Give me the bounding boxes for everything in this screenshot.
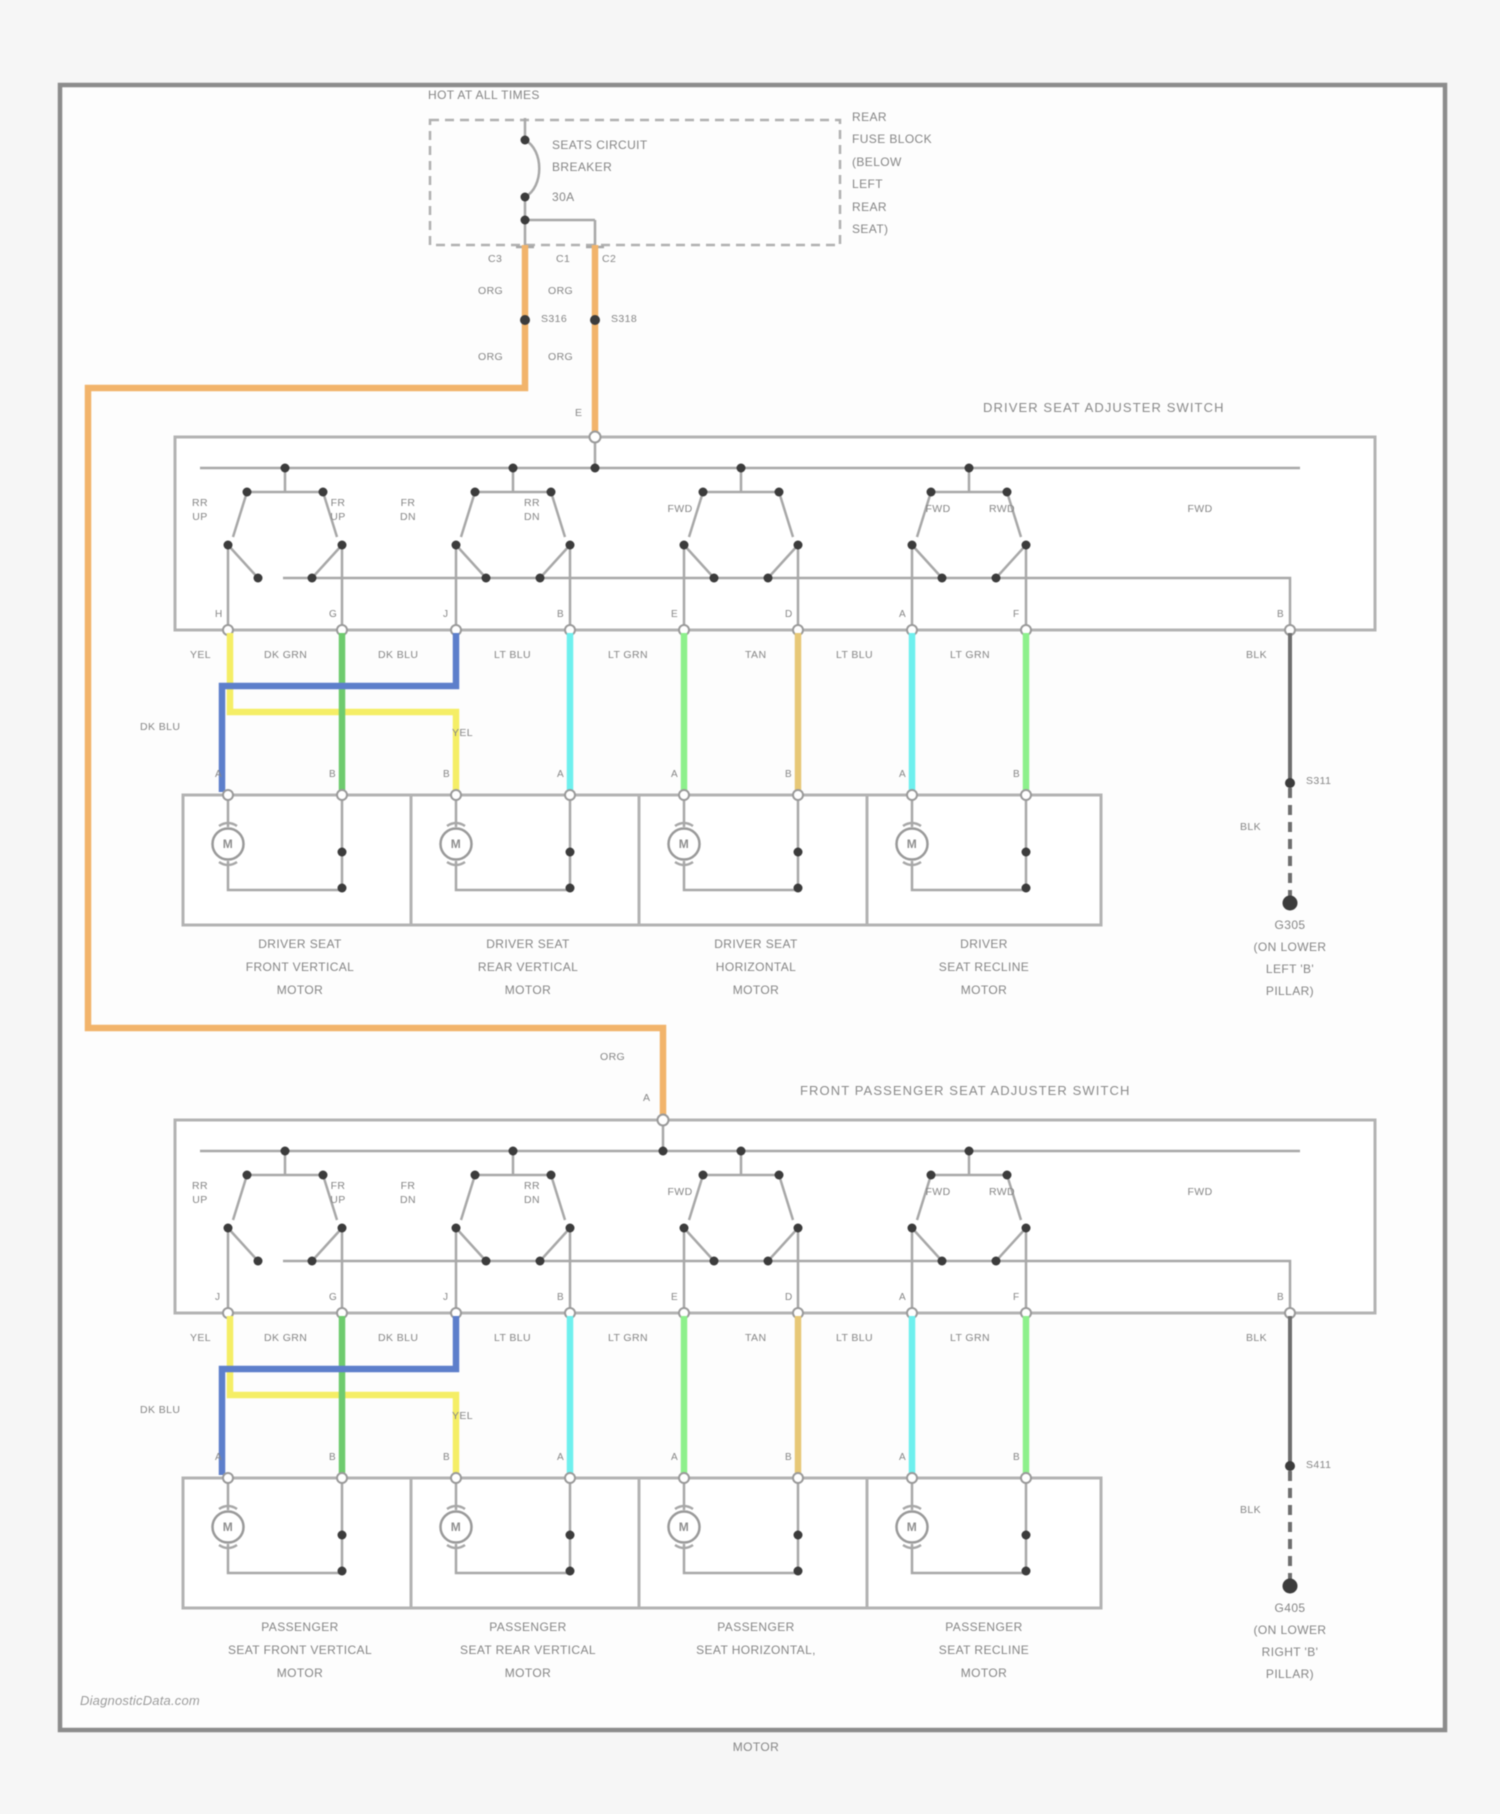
fuse-block-line: FUSE BLOCK xyxy=(852,132,933,146)
dir-label-rwd: RWD xyxy=(988,503,1016,515)
motor-label-overflow: MOTOR xyxy=(732,1740,780,1754)
motor-label: SEAT REAR VERTICAL xyxy=(460,1643,596,1657)
crossover-label-yel: YEL xyxy=(452,727,474,739)
breaker-rating: 30A xyxy=(552,190,575,204)
ground-location: RIGHT 'B' xyxy=(1261,1645,1319,1659)
motor-label: PASSENGER xyxy=(717,1620,795,1634)
motor-label: PASSENGER xyxy=(945,1620,1023,1634)
dir-label-fwd: FWD xyxy=(1187,1186,1213,1198)
motor-label: SEAT RECLINE xyxy=(938,1643,1030,1657)
motor-label: MOTOR xyxy=(960,983,1008,997)
driver-feed-terminal xyxy=(590,432,601,443)
motor-m-symbol: M xyxy=(906,1520,918,1534)
dir-label-rr-dn: RR DN xyxy=(524,1180,540,1206)
motor-terminal-letter: B xyxy=(329,769,337,780)
dir-label-rr-up: RR UP xyxy=(192,1180,208,1206)
wire-color-org: ORG xyxy=(548,351,574,363)
motor-terminal-letter: B xyxy=(785,1452,793,1463)
motor-label: PASSENGER xyxy=(261,1620,339,1634)
motor-terminal-letter: B xyxy=(443,1452,451,1463)
terminal-letter: F xyxy=(1013,1292,1020,1303)
terminal-letter: D xyxy=(785,609,793,620)
connector-c2: C2 xyxy=(602,253,617,265)
wire-label-tan: TAN xyxy=(745,649,767,661)
dir-label-rr-dn: RR DN xyxy=(524,497,540,523)
ground-wire-label-blk: BLK xyxy=(1240,821,1262,833)
motor-label: HORIZONTAL xyxy=(715,960,797,974)
wire-label-tan: TAN xyxy=(745,1332,767,1344)
splice-s318-dot xyxy=(590,315,600,325)
crossover-label-yel: YEL xyxy=(452,1410,474,1422)
motor-label: MOTOR xyxy=(504,983,552,997)
terminal-letter: G xyxy=(329,609,338,620)
motor-m-symbol: M xyxy=(678,1520,690,1534)
motor-label: MOTOR xyxy=(276,1666,324,1680)
dir-label-fr-dn: FR DN xyxy=(400,1180,416,1206)
wire-color-org: ORG xyxy=(548,285,574,297)
wire-label-blk: BLK xyxy=(1246,649,1268,661)
motor-label: MOTOR xyxy=(960,1666,1008,1680)
ground-location: (ON LOWER xyxy=(1253,940,1327,954)
motor-label: REAR VERTICAL xyxy=(477,960,579,974)
motor-terminal-letter: A xyxy=(215,1452,223,1463)
dir-label-fwd: FWD xyxy=(667,1186,693,1198)
splice-s316-label: S316 xyxy=(541,313,568,325)
fuse-block-line: (BELOW xyxy=(852,155,902,169)
wire-label-blk: BLK xyxy=(1246,1332,1268,1344)
motor-terminal-letter: A xyxy=(557,769,565,780)
terminal-letter: H xyxy=(215,609,223,620)
fuse-block-line: REAR xyxy=(852,110,887,124)
motor-label: FRONT VERTICAL xyxy=(245,960,355,974)
terminal-letter: J xyxy=(215,1292,221,1303)
wire-label-lt-grn: LT GRN xyxy=(608,649,648,661)
passenger-feed-terminal-label: A xyxy=(643,1092,651,1104)
passenger-feed-terminal xyxy=(658,1115,669,1126)
wire-label-lt-grn: LT GRN xyxy=(950,649,990,661)
motor-label: DRIVER SEAT xyxy=(714,937,798,951)
motor-label: DRIVER SEAT xyxy=(486,937,570,951)
motor-label: MOTOR xyxy=(504,1666,552,1680)
splice-s318-label: S318 xyxy=(611,313,638,325)
motor-terminal-letter: B xyxy=(785,769,793,780)
terminal-letter: B xyxy=(1277,1292,1285,1303)
wire-label-lt-blu: LT BLU xyxy=(494,1332,532,1344)
dir-label-fr-up: FR UP xyxy=(330,497,346,523)
dir-label-fwd: FWD xyxy=(1187,503,1213,515)
dir-label-rwd: RWD xyxy=(988,1186,1016,1198)
passenger-switch-title: FRONT PASSENGER SEAT ADJUSTER SWITCH xyxy=(800,1083,1131,1098)
motor-label: MOTOR xyxy=(276,983,324,997)
motor-label: DRIVER xyxy=(960,937,1008,951)
terminal-letter: B xyxy=(557,1292,565,1303)
ground-location: LEFT 'B' xyxy=(1265,962,1315,976)
motor-terminal-letter: A xyxy=(671,769,679,780)
splice-s316-dot xyxy=(520,315,530,325)
driver-switch-title: DRIVER SEAT ADJUSTER SWITCH xyxy=(983,400,1225,415)
wire-color-org: ORG xyxy=(600,1051,626,1063)
motor-terminal-letter: B xyxy=(329,1452,337,1463)
motor-label: SEAT RECLINE xyxy=(938,960,1030,974)
ground-wire-label-blk: BLK xyxy=(1240,1504,1262,1516)
terminal-letter: A xyxy=(899,1292,907,1303)
wire-label-dk-grn: DK GRN xyxy=(264,649,308,661)
wire-color-org: ORG xyxy=(478,351,504,363)
wire-label-yel: YEL xyxy=(190,649,212,661)
dir-label-fwd: FWD xyxy=(925,503,951,515)
motor-terminal-letter: B xyxy=(443,769,451,780)
hot-at-all-times-label: HOT AT ALL TIMES xyxy=(428,88,540,102)
terminal-letter: E xyxy=(671,1292,679,1303)
breaker-name-line1: SEATS CIRCUIT xyxy=(552,138,648,152)
terminal-letter: J xyxy=(443,609,449,620)
wire-label-dk-grn: DK GRN xyxy=(264,1332,308,1344)
motor-label: SEAT FRONT VERTICAL xyxy=(227,1643,373,1657)
dir-label-fr-dn: FR DN xyxy=(400,497,416,523)
wire-color-org: ORG xyxy=(478,285,504,297)
splice-s311-label: S311 xyxy=(1306,775,1332,787)
motor-terminal-letter: B xyxy=(1013,769,1021,780)
ground-location: PILLAR) xyxy=(1265,1667,1315,1681)
terminal-letter: D xyxy=(785,1292,793,1303)
motor-m-symbol: M xyxy=(906,837,918,851)
motor-label: DRIVER SEAT xyxy=(258,937,342,951)
terminal-letter: G xyxy=(329,1292,338,1303)
motor-terminal-letter: A xyxy=(671,1452,679,1463)
dir-label-fwd: FWD xyxy=(925,1186,951,1198)
wire-label-dk-blu: DK BLU xyxy=(378,649,419,661)
connector-c3: C3 xyxy=(488,253,503,265)
motor-terminal-letter: A xyxy=(899,769,907,780)
motor-label: PASSENGER xyxy=(489,1620,567,1634)
dir-label-fwd: FWD xyxy=(667,503,693,515)
motor-m-symbol: M xyxy=(222,1520,234,1534)
fuse-block-line: REAR xyxy=(852,200,887,214)
terminal-letter: F xyxy=(1013,609,1020,620)
fuse-block-line: LEFT xyxy=(852,177,883,191)
motor-terminal-letter: A xyxy=(899,1452,907,1463)
motor-terminal-letter: A xyxy=(557,1452,565,1463)
dir-label-rr-up: RR UP xyxy=(192,497,208,523)
fuse-block-line: SEAT) xyxy=(852,222,889,236)
wire-label-dk-blu: DK BLU xyxy=(378,1332,419,1344)
terminal-letter: B xyxy=(557,609,565,620)
wire-label-lt-blu: LT BLU xyxy=(836,649,874,661)
motor-m-symbol: M xyxy=(678,837,690,851)
terminal-letter: A xyxy=(899,609,907,620)
terminal-letter: J xyxy=(443,1292,449,1303)
wire-label-lt-grn: LT GRN xyxy=(950,1332,990,1344)
wire-label-lt-blu: LT BLU xyxy=(836,1332,874,1344)
wire-label-yel: YEL xyxy=(190,1332,212,1344)
motor-label: MOTOR xyxy=(732,983,780,997)
motor-m-symbol: M xyxy=(450,1520,462,1534)
wire-label-lt-blu: LT BLU xyxy=(494,649,532,661)
motor-label: SEAT HORIZONTAL, xyxy=(696,1643,816,1657)
ground-location: PILLAR) xyxy=(1265,984,1315,998)
ground-location: (ON LOWER xyxy=(1253,1623,1327,1637)
driver-feed-terminal-label: E xyxy=(575,407,583,419)
ground-name: G405 xyxy=(1274,1601,1306,1615)
breaker-name-line2: BREAKER xyxy=(552,160,613,174)
crossover-label-dk-blu: DK BLU xyxy=(140,1404,181,1416)
motor-terminal-letter: B xyxy=(1013,1452,1021,1463)
terminal-letter: B xyxy=(1277,609,1285,620)
splice-s411-label: S411 xyxy=(1306,1459,1332,1471)
connector-c1: C1 xyxy=(556,253,571,265)
watermark: DiagnosticData.com xyxy=(80,1693,200,1708)
dir-label-fr-up: FR UP xyxy=(330,1180,346,1206)
ground-name: G305 xyxy=(1274,918,1306,932)
wire-label-lt-grn: LT GRN xyxy=(608,1332,648,1344)
motor-m-symbol: M xyxy=(450,837,462,851)
motor-terminal-letter: A xyxy=(215,769,223,780)
crossover-label-dk-blu: DK BLU xyxy=(140,721,181,733)
terminal-letter: E xyxy=(671,609,679,620)
motor-m-symbol: M xyxy=(222,837,234,851)
